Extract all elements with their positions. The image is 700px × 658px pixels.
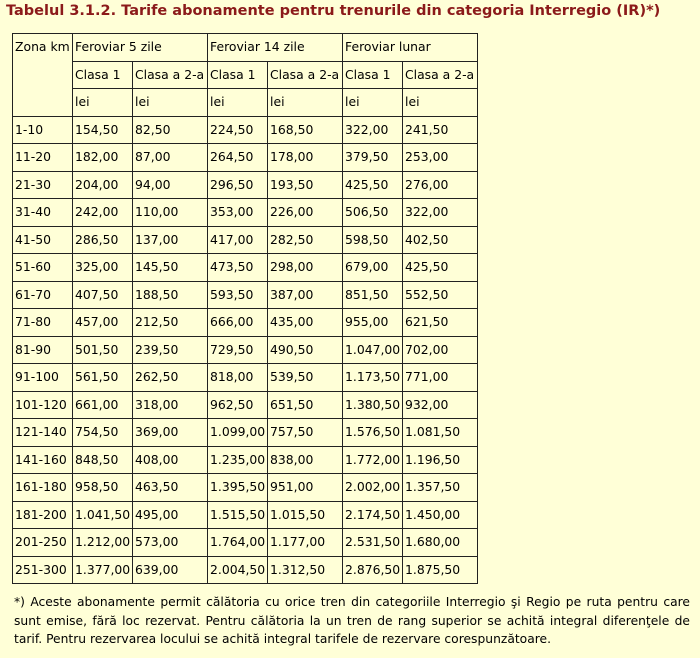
zona-cell: 181-200 [13, 501, 73, 529]
price-cell: 353,00 [208, 199, 268, 227]
price-cell: 242,00 [73, 199, 133, 227]
header-unit: lei [343, 89, 403, 117]
table-row [13, 364, 478, 392]
price-cell: 1.235,00 [208, 446, 268, 474]
table-row [13, 199, 478, 227]
price-cell: 1.047,00 [343, 336, 403, 364]
table-row [13, 309, 478, 337]
price-cell: 425,50 [403, 254, 478, 282]
price-cell: 282,50 [268, 226, 343, 254]
price-cell: 1.081,50 [403, 419, 478, 447]
price-cell: 193,50 [268, 171, 343, 199]
price-cell: 651,50 [268, 391, 343, 419]
header-unit: lei [133, 89, 208, 117]
price-cell: 1.212,00 [73, 529, 133, 557]
table-row [13, 144, 478, 172]
table-row [13, 171, 478, 199]
table-row [13, 529, 478, 557]
price-cell: 1.576,50 [343, 419, 403, 447]
price-cell: 1.312,50 [268, 556, 343, 584]
price-cell: 286,50 [73, 226, 133, 254]
price-cell: 408,00 [133, 446, 208, 474]
zona-cell: 31-40 [13, 199, 73, 227]
header-unit: lei [403, 89, 478, 117]
price-cell: 154,50 [73, 116, 133, 144]
price-cell: 276,00 [403, 171, 478, 199]
price-cell: 379,50 [343, 144, 403, 172]
price-cell: 425,50 [343, 171, 403, 199]
price-cell: 110,00 [133, 199, 208, 227]
price-cell: 296,50 [208, 171, 268, 199]
table-row [13, 116, 478, 144]
price-cell: 318,00 [133, 391, 208, 419]
price-cell: 661,00 [73, 391, 133, 419]
price-cell: 204,00 [73, 171, 133, 199]
price-cell: 1.173,50 [343, 364, 403, 392]
header-feroviar-lunar: Feroviar lunar [343, 34, 478, 62]
price-cell: 435,00 [268, 309, 343, 337]
price-cell: 848,50 [73, 446, 133, 474]
table-header-row [13, 89, 478, 117]
table-row [13, 446, 478, 474]
price-cell: 1.515,50 [208, 501, 268, 529]
table-row [13, 474, 478, 502]
page-title: Tabelul 3.1.2. Tarife abonamente pentru trenurile din categoria Interregio (IR)*) [6, 3, 661, 19]
zona-cell: 21-30 [13, 171, 73, 199]
zona-cell: 141-160 [13, 446, 73, 474]
price-cell: 182,00 [73, 144, 133, 172]
price-cell: 1.377,00 [73, 556, 133, 584]
table-header-row [13, 61, 478, 89]
price-cell: 145,50 [133, 254, 208, 282]
price-cell: 325,00 [73, 254, 133, 282]
price-cell: 951,00 [268, 474, 343, 502]
price-cell: 490,50 [268, 336, 343, 364]
price-cell: 958,50 [73, 474, 133, 502]
price-cell: 407,50 [73, 281, 133, 309]
price-cell: 621,50 [403, 309, 478, 337]
table-header-row [13, 34, 478, 62]
price-cell: 322,00 [403, 199, 478, 227]
zona-cell: 41-50 [13, 226, 73, 254]
tariff-table-body [13, 116, 478, 584]
header-clasa-2: Clasa a 2-a [268, 61, 343, 89]
price-cell: 1.764,00 [208, 529, 268, 557]
price-cell: 178,00 [268, 144, 343, 172]
price-cell: 679,00 [343, 254, 403, 282]
price-cell: 322,00 [343, 116, 403, 144]
zona-cell: 121-140 [13, 419, 73, 447]
table-row [13, 501, 478, 529]
price-cell: 1.177,00 [268, 529, 343, 557]
price-cell: 239,50 [133, 336, 208, 364]
price-cell: 506,50 [343, 199, 403, 227]
price-cell: 1.357,50 [403, 474, 478, 502]
table-row [13, 556, 478, 584]
price-cell: 87,00 [133, 144, 208, 172]
price-cell: 1.099,00 [208, 419, 268, 447]
price-cell: 137,00 [133, 226, 208, 254]
price-cell: 495,00 [133, 501, 208, 529]
table-row [13, 254, 478, 282]
price-cell: 757,50 [268, 419, 343, 447]
price-cell: 2.004,50 [208, 556, 268, 584]
header-unit: lei [208, 89, 268, 117]
price-cell: 932,00 [403, 391, 478, 419]
table-row [13, 419, 478, 447]
header-clasa-1: Clasa 1 [208, 61, 268, 89]
header-clasa-1: Clasa 1 [73, 61, 133, 89]
price-cell: 962,50 [208, 391, 268, 419]
zona-cell: 201-250 [13, 529, 73, 557]
header-unit: lei [268, 89, 343, 117]
price-cell: 666,00 [208, 309, 268, 337]
price-cell: 561,50 [73, 364, 133, 392]
price-cell: 1.680,00 [403, 529, 478, 557]
price-cell: 818,00 [208, 364, 268, 392]
price-cell: 369,00 [133, 419, 208, 447]
price-cell: 264,50 [208, 144, 268, 172]
zona-cell: 71-80 [13, 309, 73, 337]
price-cell: 457,00 [73, 309, 133, 337]
price-cell: 598,50 [343, 226, 403, 254]
price-cell: 702,00 [403, 336, 478, 364]
zona-cell: 101-120 [13, 391, 73, 419]
price-cell: 2.531,50 [343, 529, 403, 557]
zona-cell: 251-300 [13, 556, 73, 584]
price-cell: 501,50 [73, 336, 133, 364]
price-cell: 593,50 [208, 281, 268, 309]
table-row [13, 336, 478, 364]
price-cell: 955,00 [343, 309, 403, 337]
zona-cell: 1-10 [13, 116, 73, 144]
zona-cell: 81-90 [13, 336, 73, 364]
price-cell: 838,00 [268, 446, 343, 474]
price-cell: 473,50 [208, 254, 268, 282]
price-cell: 417,00 [208, 226, 268, 254]
price-cell: 463,50 [133, 474, 208, 502]
price-cell: 1.015,50 [268, 501, 343, 529]
price-cell: 1.041,50 [73, 501, 133, 529]
price-cell: 1.875,50 [403, 556, 478, 584]
price-cell: 2.876,50 [343, 556, 403, 584]
header-clasa-2: Clasa a 2-a [403, 61, 478, 89]
price-cell: 771,00 [403, 364, 478, 392]
price-cell: 573,00 [133, 529, 208, 557]
price-cell: 212,50 [133, 309, 208, 337]
header-clasa-2: Clasa a 2-a [133, 61, 208, 89]
header-clasa-1: Clasa 1 [343, 61, 403, 89]
table-row [13, 281, 478, 309]
price-cell: 224,50 [208, 116, 268, 144]
price-cell: 539,50 [268, 364, 343, 392]
price-cell: 2.174,50 [343, 501, 403, 529]
price-cell: 253,00 [403, 144, 478, 172]
price-cell: 402,50 [403, 226, 478, 254]
price-cell: 729,50 [208, 336, 268, 364]
price-cell: 1.450,00 [403, 501, 478, 529]
header-zona: Zona km [13, 34, 73, 117]
price-cell: 851,50 [343, 281, 403, 309]
price-cell: 298,00 [268, 254, 343, 282]
zona-cell: 11-20 [13, 144, 73, 172]
price-cell: 387,00 [268, 281, 343, 309]
price-cell: 94,00 [133, 171, 208, 199]
tariff-table [12, 33, 478, 584]
header-feroviar-14-zile: Feroviar 14 zile [208, 34, 343, 62]
price-cell: 1.772,00 [343, 446, 403, 474]
zona-cell: 61-70 [13, 281, 73, 309]
header-unit: lei [73, 89, 133, 117]
price-cell: 241,50 [403, 116, 478, 144]
header-feroviar-5-zile: Feroviar 5 zile [73, 34, 208, 62]
price-cell: 754,50 [73, 419, 133, 447]
price-cell: 1.395,50 [208, 474, 268, 502]
table-row [13, 226, 478, 254]
table-row [13, 391, 478, 419]
price-cell: 262,50 [133, 364, 208, 392]
price-cell: 639,00 [133, 556, 208, 584]
zona-cell: 161-180 [13, 474, 73, 502]
zona-cell: 51-60 [13, 254, 73, 282]
zona-cell: 91-100 [13, 364, 73, 392]
price-cell: 168,50 [268, 116, 343, 144]
price-cell: 1.380,50 [343, 391, 403, 419]
price-cell: 188,50 [133, 281, 208, 309]
price-cell: 1.196,50 [403, 446, 478, 474]
price-cell: 82,50 [133, 116, 208, 144]
price-cell: 226,00 [268, 199, 343, 227]
price-cell: 552,50 [403, 281, 478, 309]
price-cell: 2.002,00 [343, 474, 403, 502]
footnote: *) Aceste abonamente permit călătoria cu orice tren din categoriile Interregio şi Regio pe ruta pentru care sunt emise, fără loc rezervat. Pentru călătoria la un tren de rang superior se achită integral diferenţele de tarif. Pentru rezervarea locului se achită integral tarifele de rezervare corespunzătoare. [14, 595, 690, 646]
